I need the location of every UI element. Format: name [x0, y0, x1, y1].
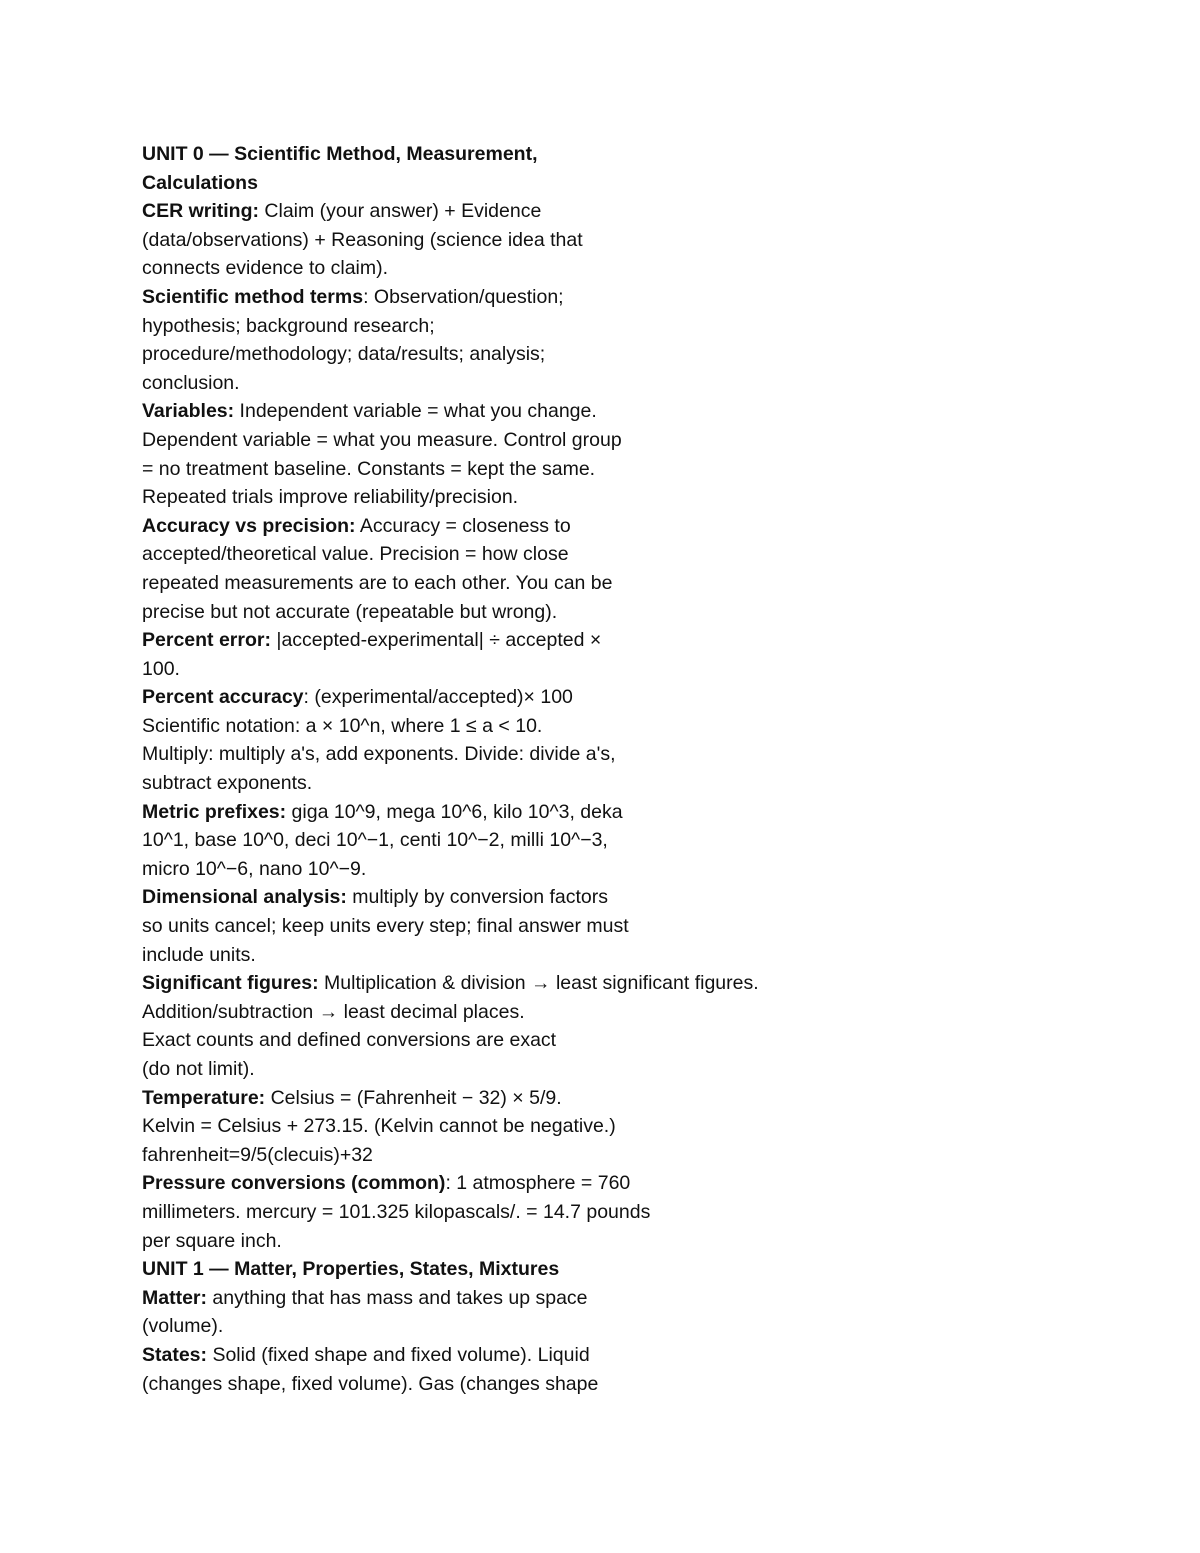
text-line: [142, 1141, 862, 1170]
text-line: [142, 1370, 862, 1399]
text-line: [142, 1112, 862, 1141]
text-run: (volume).: [142, 1315, 224, 1338]
text-run: : Observation/question;: [363, 285, 564, 308]
text-run: : 1 atmosphere = 760: [445, 1172, 631, 1195]
text-run: (do not limit).: [142, 1058, 255, 1080]
bold-term: CER writing:: [142, 200, 259, 223]
text-run: millimeters. mercury = 101.325 kilopascals/. = 14.7 pounds: [142, 1200, 651, 1223]
bold-term: Accuracy vs precision:: [142, 514, 356, 537]
text-line: [142, 254, 862, 283]
text-line: [142, 426, 862, 455]
text-line: [142, 655, 862, 684]
text-run: Multiplication & division → least significant figures.: [318, 972, 759, 995]
text-run: multiply by conversion factors: [346, 886, 609, 909]
text-line: [142, 540, 862, 569]
text-line: [142, 483, 862, 512]
text-line: [142, 598, 862, 627]
text-line: [142, 912, 862, 941]
text-run: Kelvin = Celsius + 273.15. (Kelvin cannot be negative.): [142, 1115, 616, 1138]
text-line: [142, 626, 862, 655]
text-line: [142, 883, 862, 912]
text-line: [142, 283, 862, 312]
text-run: micro 10^−6, nano 10^−9.: [142, 857, 367, 880]
text-run: precise but not accurate (repeatable but wrong).: [142, 600, 558, 623]
text-run: subtract exponents.: [142, 772, 313, 795]
bold-term: Variables:: [142, 400, 235, 423]
text-line: [142, 1169, 862, 1198]
text-run: (data/observations) + Reasoning (science idea that: [142, 228, 583, 251]
text-run: conclusion.: [142, 371, 240, 394]
text-line: [142, 769, 862, 798]
text-line: [142, 455, 862, 484]
bold-term: States:: [142, 1343, 208, 1366]
text-line: [142, 1284, 862, 1313]
text-run: Repeated trials improve reliability/precision.: [142, 486, 519, 509]
text-line: [142, 826, 862, 855]
text-run: Celsius = (Fahrenheit − 32) × 5/9.: [265, 1086, 562, 1109]
text-line: [142, 1255, 862, 1284]
text-run: Solid (fixed shape and fixed volume). Liquid: [207, 1343, 590, 1366]
text-run: Claim (your answer) + Evidence: [259, 200, 542, 223]
text-run: procedure/methodology; data/results; analysis;: [142, 343, 546, 366]
bold-term: Significant figures:: [142, 972, 319, 995]
bold-term: Scientific method terms: [142, 285, 364, 308]
text-line: [142, 369, 862, 398]
text-line: [142, 683, 862, 712]
text-run: Exact counts and defined conversions are exact: [142, 1029, 557, 1052]
text-run: Addition/subtraction → least decimal places.: [142, 1000, 525, 1023]
bold-term: Temperature:: [142, 1086, 266, 1109]
text-line: [142, 855, 862, 884]
text-line: [142, 197, 862, 226]
bold-term: UNIT 0 — Scientific Method, Measurement,: [142, 143, 538, 165]
text-run: so units cancel; keep units every step; final answer must: [142, 915, 629, 938]
text-line: [142, 969, 862, 998]
text-line: [142, 941, 862, 970]
bold-term: Percent error:: [142, 629, 271, 652]
text-run: Independent variable = what you change.: [234, 400, 597, 423]
text-line: [142, 740, 862, 769]
text-run: Accuracy = closeness to: [355, 514, 571, 537]
text-line: [142, 712, 862, 741]
text-run: repeated measurements are to each other. You can be: [142, 571, 613, 594]
text-line: [142, 397, 862, 426]
text-run: = no treatment baseline. Constants = kept the same.: [142, 457, 596, 480]
bold-term: Percent accuracy: [142, 686, 304, 709]
bold-term: Metric prefixes:: [142, 800, 287, 823]
text-line: [142, 140, 862, 169]
text-line: [142, 1084, 862, 1113]
text-line: [142, 1198, 862, 1227]
text-line: [142, 798, 862, 827]
text-run: 10^1, base 10^0, deci 10^−1, centi 10^−2, milli 10^−3,: [142, 829, 608, 852]
text-run: include units.: [142, 943, 256, 966]
text-run: giga 10^9, mega 10^6, kilo 10^3, deka: [286, 800, 623, 823]
text-run: anything that has mass and takes up space: [207, 1286, 588, 1309]
text-line: [142, 169, 862, 198]
bold-term: Pressure conversions (common): [142, 1172, 446, 1195]
document-body: [142, 140, 862, 1398]
bold-term: UNIT 1 — Matter, Properties, States, Mixtures: [142, 1258, 560, 1281]
text-run: connects evidence to claim).: [142, 257, 389, 280]
text-run: fahrenheit=9/5(clecuis)+32: [142, 1143, 373, 1166]
text-line: [142, 340, 862, 369]
text-run: Dependent variable = what you measure. Control group: [142, 428, 622, 451]
text-line: [142, 312, 862, 341]
text-run: 100.: [142, 657, 180, 680]
text-run: Multiply: multiply a's, add exponents. Divide: divide a's,: [142, 743, 616, 766]
text-line: [142, 569, 862, 598]
text-run: |accepted-experimental| ÷ accepted ×: [270, 629, 602, 652]
text-line: [142, 1312, 862, 1341]
text-line: [142, 1227, 862, 1256]
text-run: per square inch.: [142, 1229, 282, 1252]
text-line: [142, 1026, 862, 1055]
text-run: accepted/theoretical value. Precision = how close: [142, 543, 569, 566]
text-run: (changes shape, fixed volume). Gas (changes shape: [142, 1372, 599, 1395]
bold-term: Dimensional analysis:: [142, 886, 347, 909]
bold-term: Matter:: [142, 1286, 208, 1309]
text-line: [142, 226, 862, 255]
text-line: [142, 512, 862, 541]
text-run: hypothesis; background research;: [142, 314, 435, 337]
text-line: [142, 998, 862, 1027]
bold-term: Calculations: [142, 171, 258, 194]
text-run: Scientific notation: a × 10^n, where 1 ≤ a < 10.: [142, 714, 543, 737]
text-line: [142, 1055, 862, 1084]
text-run: : (experimental/accepted)× 100: [303, 686, 573, 709]
text-line: [142, 1341, 862, 1370]
